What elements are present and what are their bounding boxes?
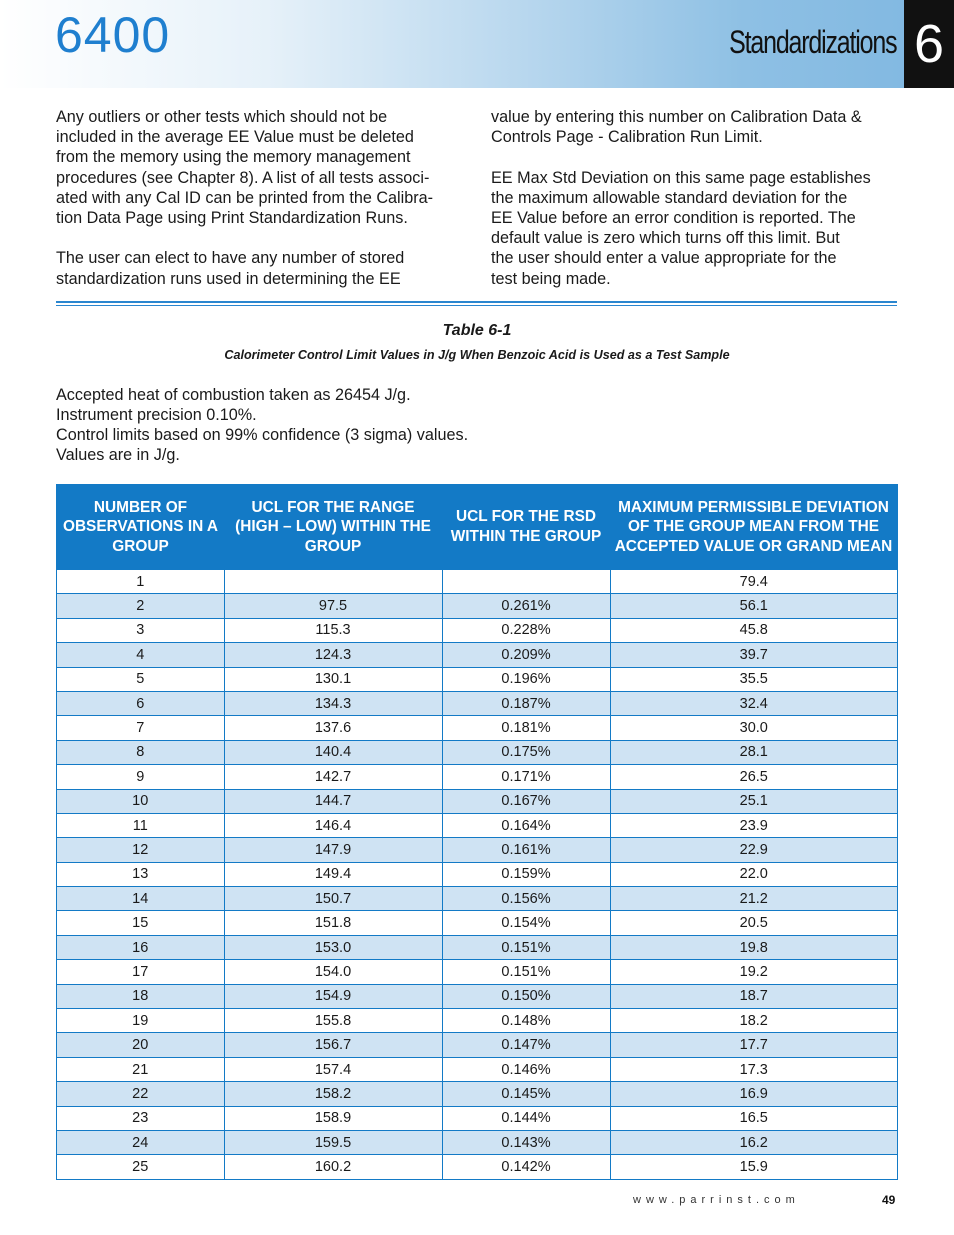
table-notes	[56, 385, 468, 465]
table-cell: 24	[57, 1130, 225, 1154]
table-cell: 22.0	[610, 862, 898, 886]
table-row	[57, 667, 898, 691]
table-row	[57, 960, 898, 984]
table-cell: 22	[57, 1082, 225, 1106]
table-row	[57, 1057, 898, 1081]
table-cell: 147.9	[224, 838, 442, 862]
control-limits-table	[56, 484, 898, 1180]
table-cell: 140.4	[224, 740, 442, 764]
table-cell: 0.150%	[442, 984, 610, 1008]
table-row	[57, 911, 898, 935]
table-cell: 21.2	[610, 887, 898, 911]
table-row	[57, 765, 898, 789]
table-cell: 115.3	[224, 618, 442, 642]
header-max-deviation: MAXIMUM PERMISSIBLE DEVIATION OF THE GROUP MEAN FROM THE ACCEPTED VALUE OR GRAND MEAN	[610, 485, 898, 570]
section-title: Standardizations	[728, 24, 896, 60]
footer-url: www.parrinst.com	[633, 1194, 800, 1206]
table-cell: 26.5	[610, 765, 898, 789]
table-cell	[442, 570, 610, 594]
table-row	[57, 813, 898, 837]
table-cell: 25	[57, 1155, 225, 1179]
table-cell: 16	[57, 935, 225, 959]
table-cell: 137.6	[224, 716, 442, 740]
table-cell: 20.5	[610, 911, 898, 935]
table-cell: 0.144%	[442, 1106, 610, 1130]
table-cell: 4	[57, 643, 225, 667]
table-cell: 1	[57, 570, 225, 594]
table-row	[57, 1130, 898, 1154]
table-cell: 79.4	[610, 570, 898, 594]
table-cell: 22.9	[610, 838, 898, 862]
table-row	[57, 594, 898, 618]
body-right-column: value by entering this number on Calibration Data & Controls Page - Calibration Run Limit. EE Max Std Deviation on this same page establishes the maximum allowable standard deviation for the EE Value before an error condition is reported. The default value is zero which turns off this limit. But the user should enter a value appropriate for the test being made.	[491, 108, 871, 288]
table-cell: 16.9	[610, 1082, 898, 1106]
table-cell: 16.5	[610, 1106, 898, 1130]
table-cell: 18.2	[610, 1009, 898, 1033]
table-cell: 19	[57, 1009, 225, 1033]
page-number: 49	[882, 1193, 896, 1207]
table-cell: 12	[57, 838, 225, 862]
table-cell: 146.4	[224, 813, 442, 837]
table-cell: 0.147%	[442, 1033, 610, 1057]
table-cell: 130.1	[224, 667, 442, 691]
table-cell: 158.9	[224, 1106, 442, 1130]
note-line: Control limits based on 99% confidence (3 sigma) values.	[56, 426, 469, 444]
table-row	[57, 643, 898, 667]
table-cell: 45.8	[610, 618, 898, 642]
table-cell: 159.5	[224, 1130, 442, 1154]
table-cell: 0.164%	[442, 813, 610, 837]
table-cell: 0.181%	[442, 716, 610, 740]
table-row	[57, 984, 898, 1008]
table-cell: 13	[57, 862, 225, 886]
table-subtitle: Calorimeter Control Limit Values in J/g When Benzoic Acid is Used as a Test Sample	[224, 348, 730, 362]
table-cell: 0.161%	[442, 838, 610, 862]
body-left-column: Any outliers or other tests which should not be included in the average EE Value must be deleted from the memory using the memory management procedures (see Chapter 8). A list of all tests associ- ated with any Cal ID can be printed from the Calibra- tion Data Page using Print Standardization Runs. The user can elect to have any number of stored standardization runs used in determining the EE	[56, 108, 433, 288]
table-cell: 8	[57, 740, 225, 764]
note-line: Values are in J/g.	[56, 446, 180, 464]
table-cell: 17.7	[610, 1033, 898, 1057]
table-cell: 0.175%	[442, 740, 610, 764]
table-cell: 160.2	[224, 1155, 442, 1179]
table-cell: 124.3	[224, 643, 442, 667]
table-cell: 7	[57, 716, 225, 740]
table-cell: 0.142%	[442, 1155, 610, 1179]
table-row	[57, 716, 898, 740]
table-cell: 153.0	[224, 935, 442, 959]
table-cell: 10	[57, 789, 225, 813]
table-cell: 0.159%	[442, 862, 610, 886]
table-cell: 0.143%	[442, 1130, 610, 1154]
table-cell: 18.7	[610, 984, 898, 1008]
table-cell: 9	[57, 765, 225, 789]
table-cell: 150.7	[224, 887, 442, 911]
table-cell: 149.4	[224, 862, 442, 886]
section-divider-thin	[56, 305, 897, 306]
note-line: Accepted heat of combustion taken as 26454 J/g.	[56, 386, 411, 404]
table-cell: 19.2	[610, 960, 898, 984]
model-number: 6400	[55, 7, 171, 63]
table-cell: 0.146%	[442, 1057, 610, 1081]
table-cell: 35.5	[610, 667, 898, 691]
table-title: Table 6-1	[442, 322, 512, 339]
table-row	[57, 618, 898, 642]
table-row	[57, 1009, 898, 1033]
table-cell: 17.3	[610, 1057, 898, 1081]
table-cell: 156.7	[224, 1033, 442, 1057]
table-row	[57, 789, 898, 813]
table-cell: 157.4	[224, 1057, 442, 1081]
table-cell: 144.7	[224, 789, 442, 813]
chapter-number-badge: 6	[904, 0, 954, 88]
header-observations: NUMBER OF OBSERVATIONS IN A GROUP	[57, 485, 225, 570]
table-cell: 0.171%	[442, 765, 610, 789]
table-cell: 6	[57, 691, 225, 715]
table-row	[57, 862, 898, 886]
table-cell: 5	[57, 667, 225, 691]
table-cell: 11	[57, 813, 225, 837]
table-row	[57, 740, 898, 764]
table-cell: 30.0	[610, 716, 898, 740]
table-cell: 97.5	[224, 594, 442, 618]
table-row	[57, 1082, 898, 1106]
table-body	[57, 570, 898, 1180]
table-cell: 17	[57, 960, 225, 984]
header-ucl-rsd: UCL FOR THE RSD WITHIN THE GROUP	[442, 485, 610, 570]
note-line: Instrument precision 0.10%.	[56, 406, 257, 424]
table-cell: 18	[57, 984, 225, 1008]
table-cell: 21	[57, 1057, 225, 1081]
table-cell: 155.8	[224, 1009, 442, 1033]
table-row	[57, 838, 898, 862]
table-cell: 0.167%	[442, 789, 610, 813]
table-row	[57, 935, 898, 959]
table-cell: 16.2	[610, 1130, 898, 1154]
table-cell: 39.7	[610, 643, 898, 667]
table-cell	[224, 570, 442, 594]
table-cell: 14	[57, 887, 225, 911]
table-cell: 20	[57, 1033, 225, 1057]
table-cell: 15.9	[610, 1155, 898, 1179]
table-cell: 0.228%	[442, 618, 610, 642]
table-row	[57, 1155, 898, 1179]
table-cell: 0.261%	[442, 594, 610, 618]
table-cell: 0.145%	[442, 1082, 610, 1106]
table-cell: 0.151%	[442, 935, 610, 959]
table-row	[57, 887, 898, 911]
table-cell: 25.1	[610, 789, 898, 813]
table-cell: 0.148%	[442, 1009, 610, 1033]
table-cell: 2	[57, 594, 225, 618]
table-row	[57, 570, 898, 594]
table-cell: 23.9	[610, 813, 898, 837]
table-cell: 158.2	[224, 1082, 442, 1106]
table-cell: 134.3	[224, 691, 442, 715]
table-row	[57, 1106, 898, 1130]
table-cell: 0.154%	[442, 911, 610, 935]
table-cell: 15	[57, 911, 225, 935]
table-row	[57, 1033, 898, 1057]
table-cell: 154.9	[224, 984, 442, 1008]
table-cell: 19.8	[610, 935, 898, 959]
table-cell: 154.0	[224, 960, 442, 984]
table-cell: 32.4	[610, 691, 898, 715]
table-cell: 0.156%	[442, 887, 610, 911]
table-cell: 56.1	[610, 594, 898, 618]
table-cell: 0.209%	[442, 643, 610, 667]
table-header-row	[57, 485, 898, 570]
table-row	[57, 691, 898, 715]
table-cell: 23	[57, 1106, 225, 1130]
header-ucl-range: UCL FOR THE RANGE (HIGH – LOW) WITHIN THE GROUP	[224, 485, 442, 570]
table-cell: 28.1	[610, 740, 898, 764]
table-cell: 3	[57, 618, 225, 642]
table-cell: 142.7	[224, 765, 442, 789]
table-cell: 151.8	[224, 911, 442, 935]
section-divider	[56, 301, 897, 303]
table-cell: 0.151%	[442, 960, 610, 984]
table-cell: 0.196%	[442, 667, 610, 691]
table-cell: 0.187%	[442, 691, 610, 715]
